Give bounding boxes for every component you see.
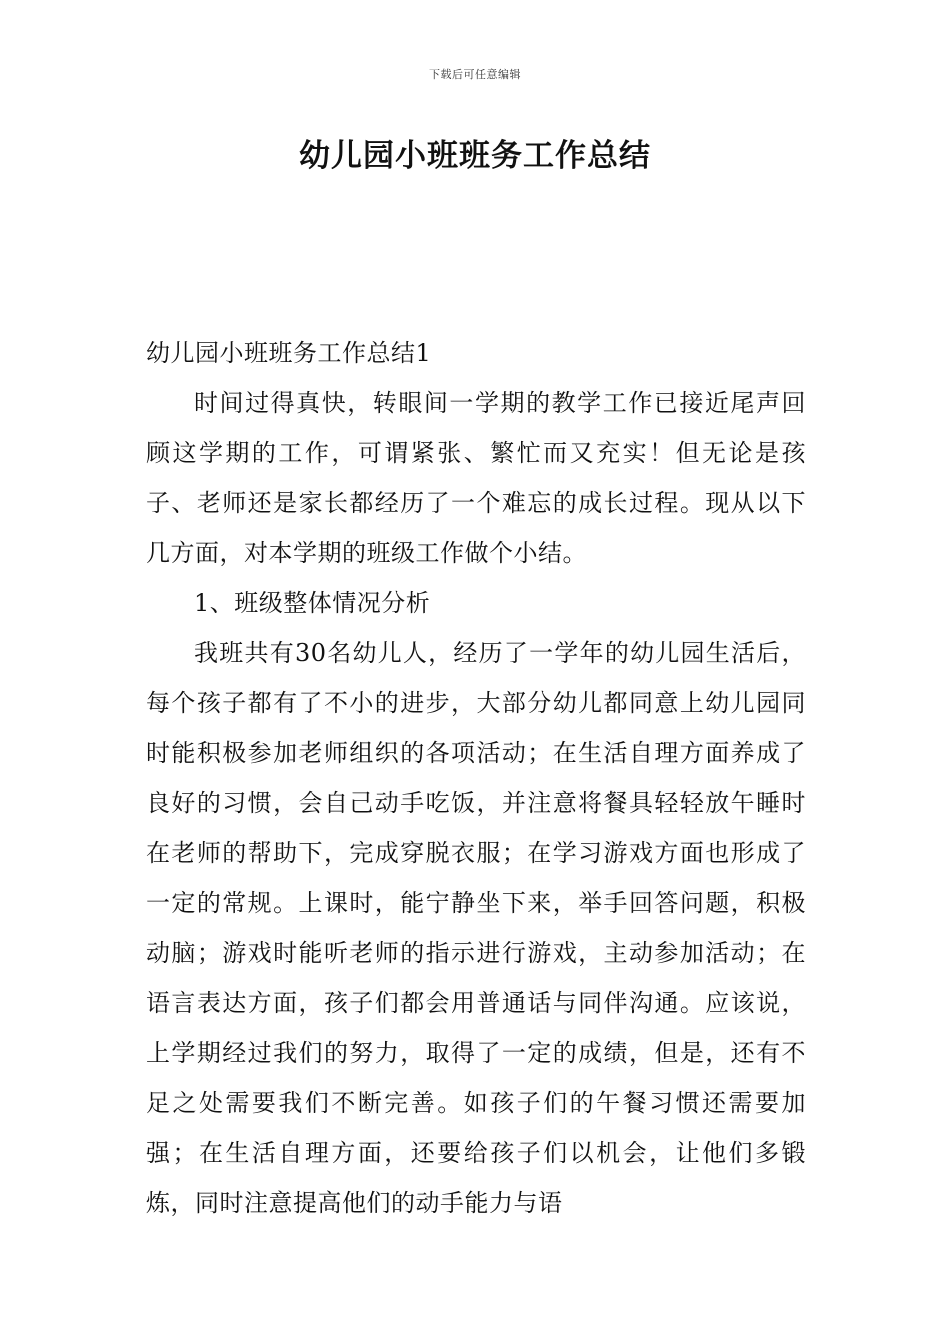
paragraph-intro: 时间过得真快，转眼间一学期的教学工作已接近尾声回顾这学期的工作，可谓紧张、繁忙而又充实！但无论是孩子、老师还是家长都经历了一个难忘的成长过程。现从以下几方面，对本学期的班级工作做个小结。 <box>146 389 806 567</box>
paragraph-class-analysis: 我班共有30名幼儿人，经历了一学年的幼儿园生活后，每个孩子都有了不小的进步，大部分幼儿都同意上幼儿园同时能积极参加老师组织的各项活动；在生活自理方面养成了良好的习惯，会自己动手吃饭，并注意将餐具轻轻放午睡时在老师的帮助下，完成穿脱衣服；在学习游戏方面也形成了一定的常规。上课时，能宁静坐下来，举手回答问题，积极动脑；游戏时能听老师的指示进行游戏，主动参加活动；在语言表达方面，孩子们都会用普通话与同伴沟通。应该说，上学期经过我们的努力，取得了一定的成绩，但是，还有不足之处需要我们不断完善。如孩子们的午餐习惯还需要加强；在生活自理方面，还要给孩子们以机会，让他们多锻炼，同时注意提高他们的动手能力与语 <box>146 639 806 1217</box>
header-note: 下载后可任意编辑 <box>429 68 521 81</box>
section-title: 幼儿园小班班务工作总结1 <box>146 339 432 367</box>
document-body <box>146 328 806 1228</box>
document-title: 幼儿园小班班务工作总结 <box>299 138 651 174</box>
subheading-class-analysis: 1、班级整体情况分析 <box>194 589 431 617</box>
